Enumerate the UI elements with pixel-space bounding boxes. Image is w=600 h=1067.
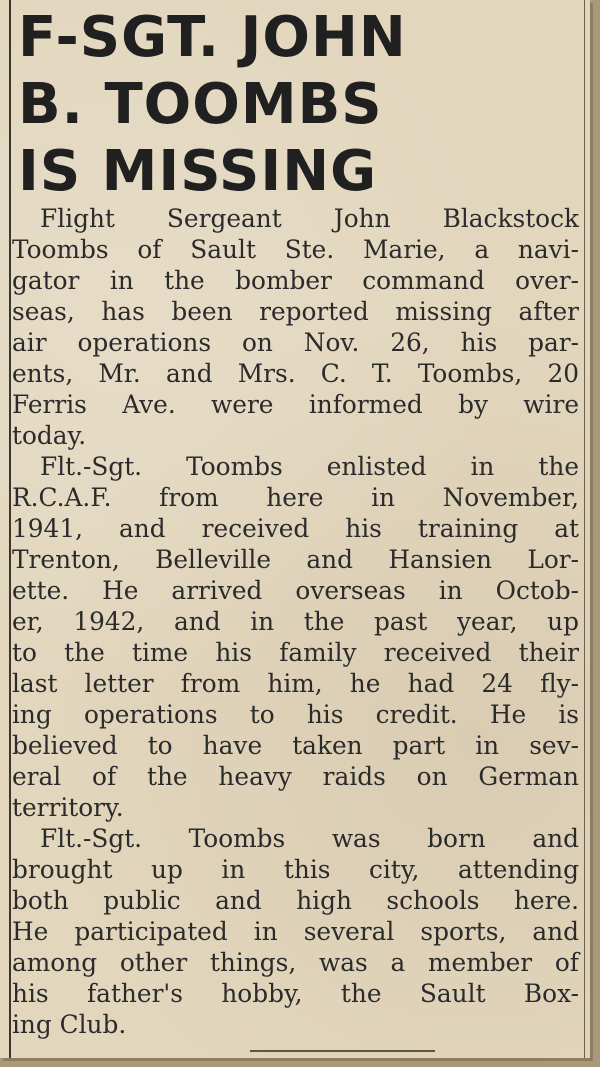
paragraph-1 bbox=[12, 203, 579, 451]
text-line: Flt.-Sgt. Toombs was born and bbox=[40, 824, 579, 853]
headline-line-3: IS MISSING bbox=[18, 139, 378, 204]
text-line: ing Club. bbox=[12, 1010, 127, 1039]
text-line: seas, has been reported missing after bbox=[12, 297, 579, 326]
article-body bbox=[12, 203, 579, 1040]
text-line: Trenton, Belleville and Hansien Lor- bbox=[12, 545, 579, 574]
text-line: Ferris Ave. were informed by wire bbox=[12, 390, 579, 419]
paragraph-2 bbox=[12, 451, 579, 823]
text-line: ing operations to his credit. He is bbox=[12, 700, 579, 729]
text-line: ents, Mr. and Mrs. C. T. Toombs, 20 bbox=[12, 359, 579, 388]
text-line: today. bbox=[12, 421, 87, 450]
text-line: Flt.-Sgt. Toombs enlisted in the bbox=[40, 452, 579, 481]
text-line: Flight Sergeant John Blackstock bbox=[40, 204, 579, 233]
headline-line-2: B. TOOMBS bbox=[18, 72, 383, 137]
text-line: territory. bbox=[12, 793, 124, 822]
text-line: er, 1942, and in the past year, up bbox=[12, 607, 579, 636]
text-line: both public and high schools here. bbox=[12, 886, 579, 915]
text-line: air operations on Nov. 26, his par- bbox=[12, 328, 579, 357]
text-line: Toombs of Sault Ste. Marie, a navi- bbox=[12, 235, 579, 264]
text-line: believed to have taken part in sev- bbox=[12, 731, 579, 760]
right-column-rule bbox=[584, 0, 585, 1058]
text-line: ette. He arrived overseas in Octob- bbox=[12, 576, 579, 605]
headline bbox=[18, 4, 578, 205]
text-line: R.C.A.F. from here in November, bbox=[12, 483, 579, 512]
bottom-rule bbox=[250, 1050, 435, 1052]
text-line: brought up in this city, attending bbox=[12, 855, 579, 884]
paragraph-3 bbox=[12, 823, 579, 1040]
headline-line-1: F-SGT. JOHN bbox=[18, 5, 407, 70]
text-line: his father's hobby, the Sault Box- bbox=[12, 979, 579, 1008]
text-line: among other things, was a member of bbox=[12, 948, 579, 977]
text-line: eral of the heavy raids on German bbox=[12, 762, 579, 791]
text-line: gator in the bomber command over- bbox=[12, 266, 579, 295]
text-line: last letter from him, he had 24 fly- bbox=[12, 669, 579, 698]
text-line: He participated in several sports, and bbox=[12, 917, 579, 946]
left-column-rule bbox=[9, 0, 11, 1058]
text-line: to the time his family received their bbox=[12, 638, 579, 667]
text-line: 1941, and received his training at bbox=[12, 514, 579, 543]
